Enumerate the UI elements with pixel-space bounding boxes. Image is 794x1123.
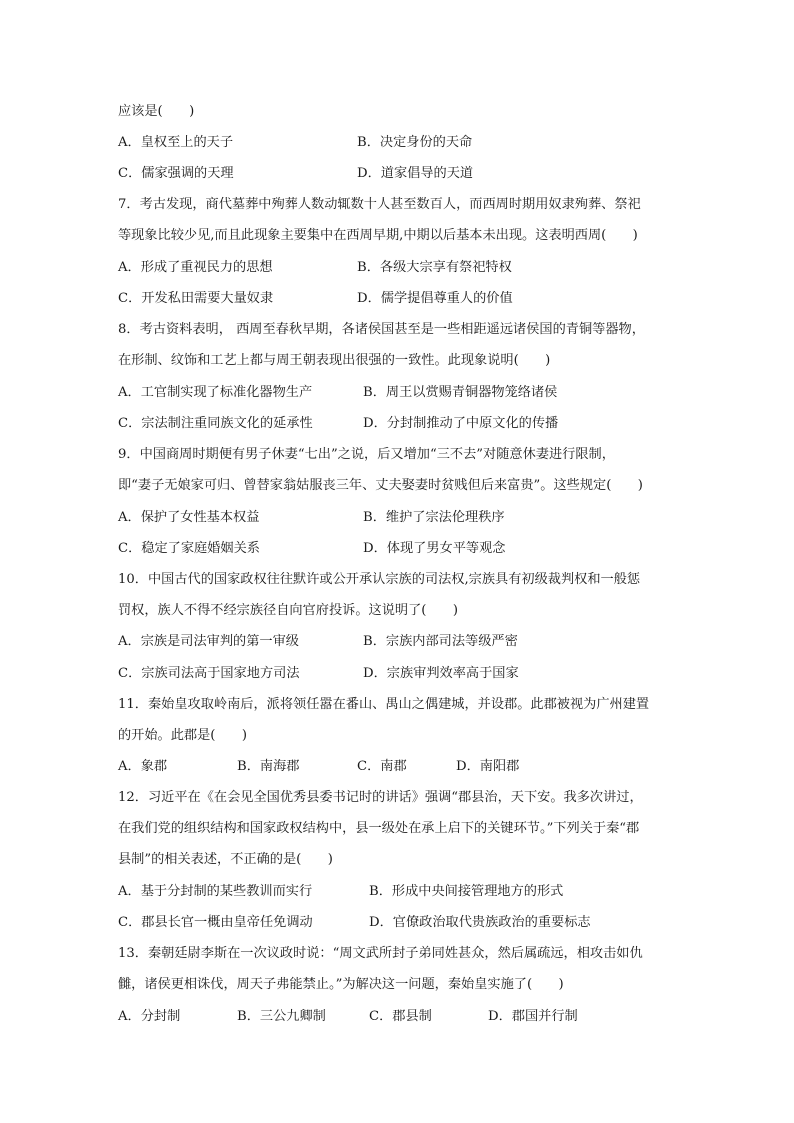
q12-option-a: A．基于分封制的某些教训而实行 <box>118 884 313 899</box>
q13-option-b: B．三公九卿制 <box>237 1009 326 1024</box>
q6-option-c: C．儒家强调的天理 <box>118 166 234 181</box>
q12-option-d: D．官僚政治取代贵族政治的重要标志 <box>369 915 591 930</box>
q11-option-b: B．南海郡 <box>237 759 300 774</box>
q10-option-d: D．宗族审判效率高于国家 <box>363 666 519 681</box>
q10-stem-line-1: 10．中国古代的国家政权往往默许或公开承认宗族的司法权,宗族具有初级裁判权和一般惩 <box>118 572 641 587</box>
q10-option-c: C．宗族司法高于国家地方司法 <box>118 666 300 681</box>
q11-option-c: C．南郡 <box>357 759 407 774</box>
q9-stem-line-2: 即“妻子无娘家可归、曾替家翁姑服丧三年、丈夫娶妻时贫贱但后来富贵”。这些规定( ) <box>118 478 643 493</box>
q9-option-a: A．保护了女性基本权益 <box>118 510 260 525</box>
q9-option-c: C．稳定了家庭婚姻关系 <box>118 541 260 556</box>
q7-stem-line-1: 7．考古发现，商代墓葬中殉葬人数动辄数十人甚至数百人，而西周时期用奴隶殉葬、祭祀 <box>118 197 641 212</box>
q12-option-b: B．形成中央间接管理地方的形式 <box>369 884 564 899</box>
question-6-stem-end: 应该是( ) <box>118 104 195 119</box>
q7-option-b: B．各级大宗享有祭祀特权 <box>357 260 512 275</box>
q13-option-d: D．郡国并行制 <box>488 1009 578 1024</box>
q9-option-b: B．维护了宗法伦理秩序 <box>363 510 505 525</box>
q7-option-a: A．形成了重视民力的思想 <box>118 260 273 275</box>
q8-option-b: B．周王以赏赐青铜器物笼络诸侯 <box>363 385 558 400</box>
q7-option-c: C．开发私田需要大量奴隶 <box>118 291 274 306</box>
q11-stem-line-2: 的开始。此郡是( ) <box>118 728 247 743</box>
q11-option-a: A．象郡 <box>118 759 168 774</box>
q6-option-b: B．决定身份的天命 <box>357 135 473 150</box>
q10-option-a: A．宗族是司法审判的第一审级 <box>118 634 299 649</box>
q8-stem-line-1: 8．考古资料表明， 西周至春秋早期，各诸侯国甚至是一些相距遥远诸侯国的青铜等器物， <box>118 322 645 337</box>
q8-option-c: C．宗法制注重同族文化的延承性 <box>118 416 313 431</box>
q10-option-b: B．宗族内部司法等级严密 <box>363 634 518 649</box>
q8-option-d: D．分封制推动了中原文化的传播 <box>363 416 559 431</box>
q11-stem-line-1: 11．秦始皇攻取岭南后，派将领任嚣在番山、禺山之偶建城，并设郡。此郡被视为广州建置 <box>118 697 650 712</box>
q9-stem-line-1: 9．中国商周时期便有男子休妻“七出”之说，后又增加“三不去”对随意休妻进行限制， <box>118 447 615 462</box>
q12-option-c: C．郡县长官一概由皇帝任免调动 <box>118 915 313 930</box>
q6-option-a: A．皇权至上的天子 <box>118 135 234 150</box>
q9-option-d: D．体现了男女平等观念 <box>363 541 506 556</box>
q8-option-a: A．工官制实现了标准化器物生产 <box>118 385 313 400</box>
q13-option-a: A．分封制 <box>118 1009 181 1024</box>
q8-stem-line-2: 在形制、纹饰和工艺上都与周王朝表现出很强的一致性。此现象说明( ) <box>118 353 551 368</box>
q7-option-d: D．儒学提倡尊重人的价值 <box>357 291 513 306</box>
q11-option-d: D．南阳郡 <box>456 759 520 774</box>
q13-stem-line-2: 雠，诸侯更相诛伐，周天子弗能禁止。”为解决这一问题，秦始皇实施了( ) <box>118 977 564 992</box>
q12-stem-line-1: 12．习近平在《在会见全国优秀县委书记时的讲话》强调“郡县治，天下安。我多次讲过， <box>118 790 643 805</box>
q7-stem-line-2: 等现象比较少见,而且此现象主要集中在西周早期,中期以后基本未出现。这表明西周( ) <box>118 228 638 243</box>
q12-stem-line-3: 县制”的相关表述，不正确的是( ) <box>118 852 333 867</box>
q13-stem-line-1: 13．秦朝廷尉李斯在一次议政时说：“周文武所封子弟同姓甚众，然后属疏远，相攻击如仇 <box>118 946 643 961</box>
q13-option-c: C．郡县制 <box>369 1009 432 1024</box>
q12-stem-line-2: 在我们党的组织结构和国家政权结构中，县一级处在承上启下的关键环节。”下列关于秦“郡 <box>118 821 640 836</box>
q10-stem-line-2: 罚权，族人不得不经宗族径自向官府投诉。这说明了( ) <box>118 603 458 618</box>
q6-option-d: D．道家倡导的天道 <box>357 166 474 181</box>
